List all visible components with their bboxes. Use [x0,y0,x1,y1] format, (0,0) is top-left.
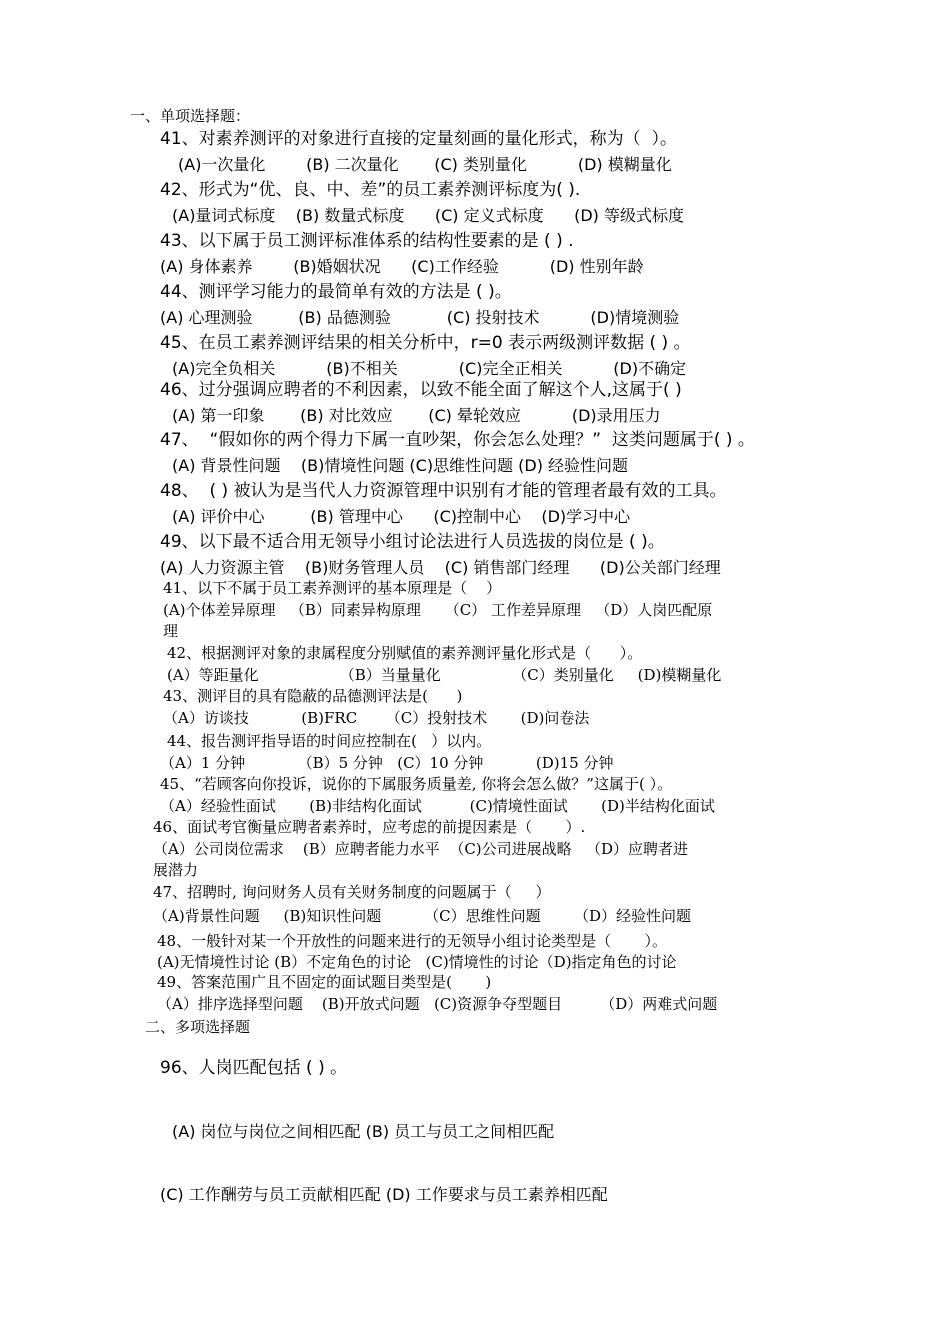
question-43a: 43、以下属于员工测评标准体系的结构性要素的是 ( ) . [160,231,574,251]
options-47b: （A)背景性问题 (B)知识性问题 （C）思维性问题 （D）经验性问题 [153,907,692,925]
question-41b: 41、以下不属于员工素养测评的基本原理是（ ） [163,579,502,597]
options-43b: （A）访谈技 (B)FRC （C）投射技术 (D)问卷法 [163,709,590,727]
question-44b: 44、报告测评指导语的时间应控制在( ）以内。 [167,732,492,750]
options-44a: (A) 心理测验 (B) 品德测验 (C) 投射技术 (D)情境测验 [160,308,680,327]
options-48a: (A) 评价中心 (B) 管理中心 (C)控制中心 (D)学习中心 [172,507,631,526]
options-46b-line2: 展潜力 [153,861,199,879]
options-47a: (A) 背景性问题 (B)情境性问题 (C)思维性问题 (D) 经验性问题 [172,456,629,475]
section-heading-single-choice: 一、单项选择题： [130,107,251,125]
section-heading-multiple-choice: 二、多项选择题 [145,1018,251,1036]
question-45b: 45、“若顾客向你投诉，说你的下属服务质量差, 你将会怎么做？”这属于( ）。 [160,775,673,793]
question-47b: 47、招聘时, 询问财务人员有关财务制度的问题属于（ ） [153,883,551,901]
options-42b: (A）等距量化 （B）当量量化 （C）类别量化 (D)模糊量化 [167,666,722,684]
options-43a: (A) 身体素养 (B)婚姻状况 (C)工作经验 (D) 性别年龄 [160,257,644,276]
question-43b: 43、测评目的具有隐蔽的品德测评法是( ) [163,687,463,705]
options-41b-line2: 理 [163,622,179,640]
options-46a: (A) 第一印象 (B) 对比效应 (C) 晕轮效应 (D)录用压力 [172,406,661,425]
question-42b: 42、根据测评对象的隶属程度分别赋值的素养测评量化形式是（ ）。 [167,644,643,662]
question-48b: 48、一般针对某一个开放性的问题来进行的无领导小组讨论类型是（ ）。 [157,932,667,950]
options-49a: (A) 人力资源主管 (B)财务管理人员 (C) 销售部门经理 (D)公关部门经理 [160,558,721,577]
question-49a: 49、以下最不适合用无领导小组讨论法进行人员选拔的岗位是 ( )。 [160,532,665,552]
options-96-line1: (A) 岗位与岗位之间相匹配 (B) 员工与员工之间相匹配 [172,1122,555,1141]
question-44a: 44、测评学习能力的最简单有效的方法是 ( )。 [160,282,512,302]
question-47a: 47、 “假如你的两个得力下属一直吵架，你会怎么处理？” 这类问题属于( ) 。 [160,430,755,450]
question-46a: 46、过分强调应聘者的不利因素，以致不能全面了解这个人,这属于( ) [160,380,682,400]
question-46b: 46、面试考官衡量应聘者素养时，应考虑的前提因素是（ ）. [153,818,586,836]
question-42a: 42、形式为“优、良、中、差”的员工素养测评标度为( ). [160,180,581,200]
options-41a: (A)一次量化 (B) 二次量化 (C) 类别量化 (D) 模糊量化 [178,155,672,174]
question-96: 96、人岗匹配包括 ( ) 。 [160,1058,348,1078]
options-45b: （A）经验性面试 (B)非结构化面试 (C)情境性面试 (D)半结构化面试 [160,797,715,815]
question-49b: 49、答案范围广且不固定的面试题目类型是( ) [157,973,492,991]
question-45a: 45、在员工素养测评结果的相关分析中，r=0 表示两级测评数据 ( ) 。 [160,333,691,353]
options-46b-line1: （A）公司岗位需求 (B）应聘者能力水平 （C)公司进展战略 （D）应聘者进 [153,840,688,858]
options-44b: （A）1 分钟 （B）5 分钟 (C）10 分钟 (D)15 分钟 [160,754,614,772]
options-45a: (A)完全负相关 (B)不相关 (C)完全正相关 (D)不确定 [172,359,687,378]
question-48a: 48、 ( ) 被认为是当代人力资源管理中识别有才能的管理者最有效的工具。 [160,481,727,501]
options-96-line2: (C) 工作酬劳与员工贡献相匹配 (D) 工作要求与员工素养相匹配 [160,1185,608,1204]
options-42a: (A)量词式标度 (B) 数量式标度 (C) 定义式标度 (D) 等级式标度 [172,206,684,225]
options-49b: （A）排序选择型问题 (B)开放式问题 (C)资源争夺型题目 （D）两难式问题 [157,995,718,1013]
question-41a: 41、对素养测评的对象进行直接的定量刻画的量化形式，称为（ ）。 [160,129,677,149]
options-41b-line1: (A)个体差异原理 （B）同素异构原理 （C） 工作差异原理 （D）人岗匹配原 [163,601,713,619]
options-48b: (A)无情境性讨论 (B）不定角色的讨论 (C)情境性的讨论（D)指定角色的讨论 [157,953,677,971]
